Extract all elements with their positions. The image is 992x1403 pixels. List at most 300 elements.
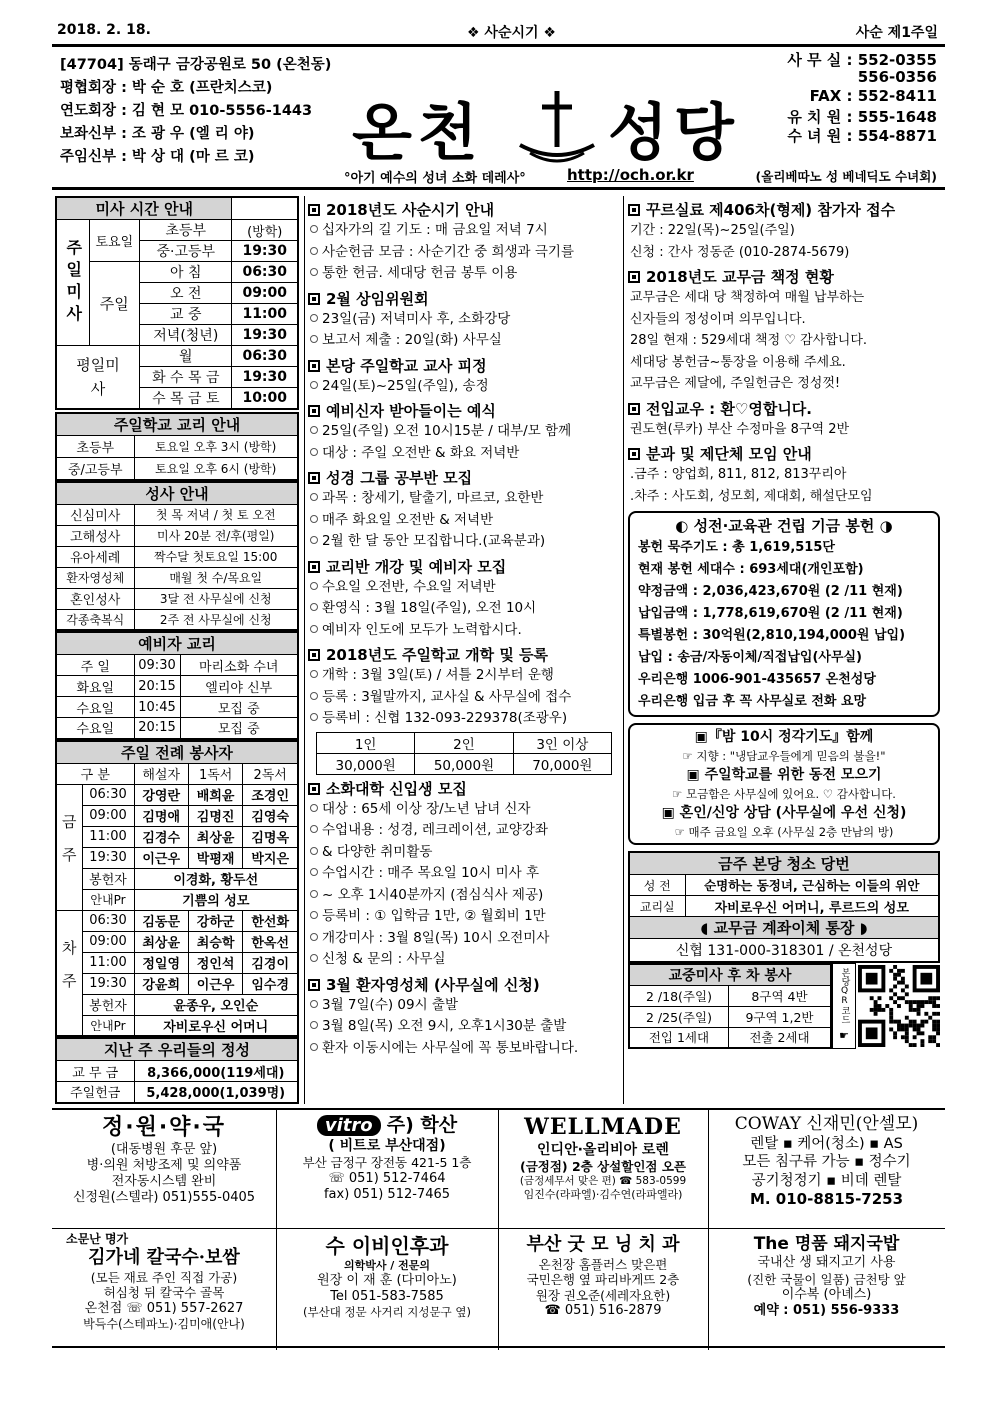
- convent-phone: 수 녀 원 : 554-8871: [787, 127, 937, 145]
- reader1: 강하군: [188, 910, 242, 931]
- row-name: 중/고등부: [56, 458, 134, 480]
- notice-item-text: 과목 : 창세기, 탈출기, 마르코, 요한반: [322, 490, 544, 506]
- fee-value: 70,000원: [513, 753, 611, 774]
- notice-item-text: 25일(주일) 오전 10시15분 / 대부/모 함께: [322, 423, 572, 439]
- ad-title-row: [276, 1114, 498, 1138]
- mass-name: 오 전: [140, 283, 232, 304]
- offering-name: 주일헌금: [56, 1082, 134, 1103]
- qr-module: [897, 1004, 901, 1008]
- qr-module: [928, 1015, 932, 1019]
- liturgy-table: [55, 740, 299, 1038]
- ad-title: 주) 학산: [386, 1114, 458, 1136]
- bullet-icon: [310, 847, 318, 855]
- sunday-school-table: [55, 412, 299, 481]
- notice-item: [308, 687, 623, 709]
- row-value: 토요일 오후 6시 (방학): [134, 458, 298, 480]
- row-value: 첫 목 저녁 / 첫 토 오전: [134, 504, 298, 525]
- qr-module: [885, 1004, 889, 1008]
- prayer-line: ☞ 매주 금요일 오후 (사무실 2층 만남의 방): [674, 825, 894, 839]
- prayer-line: ☞ 지향 : "냉담교우들에게 믿음의 불을!": [682, 749, 886, 763]
- notice-item: [308, 949, 623, 971]
- qr-module: [889, 1019, 893, 1023]
- notice-title-text: 소화대학 신입생 모집: [326, 779, 467, 798]
- notice-item-text: 신청 & 문의 : 사무실: [322, 951, 446, 967]
- qr-module: [874, 1007, 878, 1011]
- notice-item: [628, 330, 942, 352]
- notice-title: [628, 398, 942, 419]
- notice-item-text: 대상 : 주일 오전반 & 화요 저녁반: [322, 444, 520, 461]
- notice-title: [308, 974, 623, 995]
- qr-finder: [866, 972, 878, 984]
- notice-item: [308, 577, 623, 599]
- notice-title: [308, 400, 623, 421]
- notice-item-text: 권도현(루카) 부산 수정마을 8구역 2반: [630, 421, 850, 437]
- tea-title: 교중미사 후 차 봉사: [629, 964, 831, 986]
- ad-wellmade: [498, 1114, 708, 1202]
- row-value: 짝수달 첫토요일 15:00: [134, 546, 298, 567]
- qr-module: [936, 1019, 940, 1023]
- notice-item-text: 통한 헌금. 세대당 헌금 봉투 이용: [322, 265, 518, 281]
- qr-module: [905, 1015, 909, 1019]
- notice-title: [628, 266, 942, 287]
- mass-time: 19:30: [232, 241, 298, 262]
- ad-line: 예약 : 051) 556-9333: [753, 1303, 900, 1319]
- qr-module: [913, 1023, 917, 1027]
- tea-date: 2 /25(주일): [629, 1006, 728, 1027]
- qr-module: [924, 1011, 928, 1015]
- mass-name: 교 중: [140, 304, 232, 325]
- qr-module: [920, 1031, 924, 1035]
- notice-item-text: 개학 : 3월 3일(토) / 셔틀 2시부터 운행: [322, 667, 554, 683]
- building-fund-item: 현재 봉헌 세대수 : 693세대(개인포함): [638, 562, 864, 577]
- qr-module: [932, 996, 936, 1000]
- qr-finder: [866, 1027, 878, 1039]
- ad-line: ☏ 051) 512-7464: [328, 1170, 446, 1186]
- qr-module: [913, 1007, 917, 1011]
- qr-module: [897, 1027, 901, 1031]
- qr-module: [905, 1039, 909, 1043]
- ad-line: (부산대 정문 사거리 지성문구 옆): [302, 1305, 471, 1320]
- notice-item-text: 23일(금) 저녁미사 후, 소화강당: [322, 310, 511, 327]
- catechumen-title: 예비자 교리: [56, 632, 298, 655]
- notice-item: [628, 287, 942, 309]
- move-out: 전출 2세대: [728, 1027, 831, 1048]
- ad-title: WELLMADE: [524, 1114, 682, 1140]
- notice-item-text: 기간 : 22일(목)~25일(주일): [630, 223, 795, 238]
- fee-value: 50,000원: [415, 753, 513, 774]
- ad-line: (금정세무서 맞은 편) ☎ 583-0599: [519, 1174, 687, 1187]
- notice-item-text: 십자가의 길 기도 : 매 금요일 저녁 7시: [322, 222, 548, 238]
- qr-module: [920, 1023, 924, 1027]
- notice-item: [628, 486, 942, 508]
- row-value: 토요일 오후 3시 (방학): [134, 436, 298, 458]
- square-bullet-icon: [308, 561, 320, 573]
- title-right: 성당: [608, 96, 740, 169]
- bullet-icon: [310, 536, 318, 544]
- qr-module: [917, 1023, 921, 1027]
- notices: [308, 199, 623, 1059]
- square-bullet-icon: [308, 405, 320, 417]
- notice-item: [308, 443, 623, 465]
- qr-module: [893, 1000, 897, 1004]
- notice-item: [308, 242, 623, 264]
- qr-module: [928, 1000, 932, 1004]
- day: 수요일: [56, 718, 134, 739]
- reader1: 김명진: [188, 805, 242, 826]
- reader2: 박지은: [243, 847, 298, 868]
- col-header: 해설자: [134, 763, 188, 784]
- guide-name: 기쁨의 성모: [134, 889, 298, 910]
- qr-module: [932, 1011, 936, 1015]
- ad-title: COWAY 신재민(안셀모): [734, 1114, 919, 1134]
- offertory-names: 윤종우, 오인순: [134, 994, 298, 1015]
- who: 모집 중: [180, 718, 298, 739]
- notice-item: [628, 419, 942, 441]
- cleaning-place: 성 전: [629, 875, 685, 896]
- square-bullet-icon: [308, 979, 320, 991]
- ad-title: The 명품 돼지국밥: [753, 1234, 900, 1254]
- qr-module: [932, 1019, 936, 1023]
- liturgy-title: 주일 전례 봉사자: [56, 741, 298, 764]
- row-value: 3달 전 사무실에 신청: [134, 588, 298, 609]
- fee-header: 2인: [415, 732, 513, 753]
- notice-title: [308, 556, 623, 577]
- ad-line: ☎ 051) 516-2879: [544, 1303, 662, 1319]
- ad-line: 신정원(스텔라) 051)555-0405: [72, 1190, 256, 1206]
- notice-item: [308, 531, 623, 553]
- notice-item-text: 환자 이동시에는 사무실에 꼭 통보바랍니다.: [322, 1039, 579, 1056]
- qr-module: [897, 1023, 901, 1027]
- time: 06:30: [82, 784, 134, 805]
- qr-module: [874, 1000, 878, 1004]
- catechumen-table: [55, 631, 299, 740]
- notice-item-text: 등록비 : 신협 132-093-229378(조광우): [322, 710, 568, 726]
- office-phone: 사 무 실 : 552-0355: [787, 51, 937, 69]
- square-bullet-icon: [628, 204, 640, 216]
- square-bullet-icon: [308, 783, 320, 795]
- notice-title: [308, 778, 623, 799]
- reader2: 한옥선: [243, 931, 298, 952]
- mass-time: 06:30: [232, 346, 298, 367]
- time: 10:45: [134, 697, 180, 718]
- season-label: ❖ 사순시기 ❖: [467, 25, 556, 41]
- ad-line: (대동병원 후문 앞): [110, 1141, 218, 1157]
- notice-item-text: & 다양한 취미활동: [322, 843, 433, 860]
- notice-item-text: 등록 : 3월말까지, 교사실 & 사무실에 접수: [322, 688, 572, 705]
- qr-module: [901, 980, 905, 984]
- qr-module: [920, 1000, 924, 1004]
- row-value: 매월 첫 수/목요일: [134, 567, 298, 588]
- notice-item: [628, 220, 942, 242]
- notice-item: [628, 352, 942, 374]
- commentator: 김명애: [134, 805, 188, 826]
- saturday-label: 토요일: [89, 220, 140, 262]
- mass-name: 월: [140, 346, 232, 367]
- ad-vitro: [276, 1114, 498, 1203]
- qr-module: [920, 1043, 924, 1047]
- building-fund-item: 납입 : 송금/자동이체/직접납입(사무실): [638, 650, 862, 665]
- time: 09:00: [82, 805, 134, 826]
- ad-gukbap: [708, 1234, 945, 1320]
- reader2: 한선화: [243, 910, 298, 931]
- qr-module: [917, 1004, 921, 1008]
- top-line: [55, 18, 940, 44]
- qr-module: [913, 1043, 917, 1047]
- notice-item: [308, 820, 623, 842]
- col-header: 구 분: [56, 763, 134, 784]
- qr-module: [920, 1004, 924, 1008]
- notice-item-text: 사순헌금 모금 : 사순기간 중 희생과 극기를: [322, 243, 574, 260]
- pastor: 주임신부 : 박 상 대 (마 르 코): [60, 149, 255, 165]
- ad-line: 국민은행 옆 파리바게뜨 2층: [526, 1272, 680, 1288]
- time: 19:30: [82, 847, 134, 868]
- notice-item: [308, 263, 623, 285]
- bullet-icon: [310, 670, 318, 678]
- notice-title: [628, 199, 942, 220]
- middle-column: [304, 196, 624, 1104]
- time: 09:00: [82, 931, 134, 952]
- bullet-icon: [310, 933, 318, 941]
- qr-module: [893, 984, 897, 988]
- ad-line: 의학박사 / 전문의: [343, 1259, 431, 1272]
- cleaning-group: 자비로우신 어머니, 루르드의 성모: [685, 896, 939, 917]
- qr-module: [893, 1035, 897, 1039]
- qr-module: [889, 988, 893, 992]
- qr-module: [889, 1011, 893, 1015]
- bullet-icon: [310, 825, 318, 833]
- bullet-icon: [310, 1021, 318, 1029]
- notice-item-text: 3월 8일(목) 오전 9시, 오후1시30분 출발: [322, 1018, 567, 1034]
- qr-module: [897, 968, 901, 972]
- bullet-icon: [310, 713, 318, 721]
- offering-name: 교 무 금: [56, 1061, 134, 1082]
- notice-title: [308, 644, 623, 665]
- ad-title: 김가네 칼국수·보쌈: [88, 1247, 240, 1268]
- bullet-icon: [310, 890, 318, 898]
- reader2: 김영숙: [243, 805, 298, 826]
- square-bullet-icon: [308, 360, 320, 372]
- bullet-icon: [310, 426, 318, 434]
- ad-title: 부산 굿 모 닝 치 과: [526, 1234, 680, 1255]
- reader1: 최승학: [188, 931, 242, 952]
- ad-line: (진한 국물이 일품) 금천탕 앞: [747, 1271, 906, 1287]
- qr-module: [909, 1019, 913, 1023]
- day: 화요일: [56, 676, 134, 697]
- notice-title: [628, 443, 942, 464]
- assistant-priest: 보좌신부 : 조 광 우 (엘 리 야): [60, 126, 255, 142]
- time: 20:15: [134, 718, 180, 739]
- building-fund-title: ◐ 성전·교육관 건립 기금 봉헌 ◑: [675, 517, 893, 535]
- row-name: 고해성사: [56, 525, 134, 546]
- commentator: 강영란: [134, 784, 188, 805]
- building-fund-box: [628, 511, 940, 717]
- qr-module: [881, 1007, 885, 1011]
- notice-item-text: 수업내용 : 성경, 레크레이션, 교양강좌: [322, 822, 548, 838]
- qr-module: [889, 1007, 893, 1011]
- notice-item: [308, 928, 623, 950]
- qr-module: [874, 1011, 878, 1015]
- offering-table: [55, 1037, 299, 1104]
- qr-module: [870, 996, 874, 1000]
- qr-module: [920, 1039, 924, 1043]
- col-header: 2독서: [243, 763, 298, 784]
- building-fund-items: [636, 537, 932, 713]
- qr-label-text: 본당QR코드: [839, 967, 850, 1024]
- square-bullet-icon: [308, 204, 320, 216]
- account-number: 신협 131-000-318301 / 온천성당: [629, 939, 939, 962]
- who: 마리소화 수녀: [180, 655, 298, 676]
- sunday-mass-label: 주일미사: [56, 220, 89, 346]
- qr-module: [889, 996, 893, 1000]
- ad-line: M. 010-8815-7253: [749, 1189, 904, 1208]
- qr-module: [893, 965, 897, 969]
- next-week-label: 차주: [56, 910, 82, 1036]
- notice-title-text: 본당 주일학교 교사 피정: [326, 356, 487, 375]
- offertory-label: 봉헌자: [82, 868, 134, 889]
- notice-title-text: 성경 그룹 공부반 모집: [326, 469, 473, 487]
- bullet-icon: [310, 225, 318, 233]
- bullet-icon: [310, 1000, 318, 1008]
- building-fund-item: 봉헌 묵주기도 : 총 1,619,515단: [638, 540, 835, 555]
- ad-line: 온천장 홈플러스 맞은편: [538, 1256, 668, 1272]
- reader1: 박평재: [188, 847, 242, 868]
- notice-item: [308, 620, 623, 642]
- notice-item-text: 세대당 봉헌금~통장을 이용해 주세요.: [630, 354, 846, 370]
- mass-time: 06:30: [232, 262, 298, 283]
- mass-time: 09:00: [232, 283, 298, 304]
- mass-time: 11:00: [232, 304, 298, 325]
- notice-item-text: 신청 : 간사 정동준 (010-2874-5679): [630, 244, 850, 260]
- pointer-icon: ☛: [839, 1028, 849, 1042]
- notice-item-text: 예비자 인도에 모두가 노력합시다.: [322, 621, 522, 638]
- qr-module: [936, 1043, 940, 1047]
- notice-item: [308, 330, 623, 352]
- notice-item: [308, 885, 623, 907]
- reader1: 배희윤: [188, 784, 242, 805]
- cleaning-title: 금주 본당 청소 당번: [629, 852, 939, 875]
- reader2: 김경이: [243, 952, 298, 973]
- prayer-line: ▣『밤 10시 정각기도』함께: [694, 729, 874, 745]
- qr-module: [909, 1007, 913, 1011]
- time: 06:30: [82, 910, 134, 931]
- mass-name: 아 침: [140, 262, 232, 283]
- commentator: 강윤희: [134, 973, 188, 994]
- qr-module: [909, 1023, 913, 1027]
- qr-module: [913, 1027, 917, 1031]
- bullet-icon: [310, 448, 318, 456]
- ad-line: 허심청 뒤 칼국수 골목: [103, 1285, 225, 1301]
- bullet-icon: [310, 911, 318, 919]
- offertory-label: 봉헌자: [82, 994, 134, 1015]
- prayer-line: ▣ 혼인/신앙 상담 (사무실에 우선 신청): [661, 805, 907, 821]
- cleaning-group: 순명하는 동정녀, 근심하는 이들의 위안: [685, 875, 939, 896]
- bullet-icon: [310, 314, 318, 322]
- this-week-label: 금주: [56, 784, 82, 910]
- qr-module: [901, 1023, 905, 1027]
- cleaning-place: 교리실: [629, 896, 685, 917]
- tea-who: 9구역 1,2반: [728, 1006, 831, 1027]
- qr-module: [870, 1007, 874, 1011]
- notice-item-text: 교무금은 세대 당 책정하여 매월 납부하는: [630, 290, 865, 305]
- mass-name: 저녁(청년): [140, 325, 232, 346]
- commentator: 이근우: [134, 847, 188, 868]
- qr-module: [889, 968, 893, 972]
- notice-item-text: .차주 : 사도회, 성모회, 제대회, 해설단모임: [630, 488, 873, 504]
- offertory-names: 이경화, 황두선: [134, 868, 298, 889]
- qr-module: [932, 1039, 936, 1043]
- notice-item-text: 3월 7일(수) 09시 출발: [322, 996, 459, 1013]
- notice-item-text: 환영식 : 3월 18일(주일), 오전 10시: [322, 600, 537, 616]
- registration-fee-table: [316, 732, 612, 775]
- fee-value: 30,000원: [317, 753, 415, 774]
- qr-module: [909, 1000, 913, 1004]
- notice-item-text: 대상 : 65세 이상 장/노년 남녀 신자: [322, 800, 531, 817]
- ad-line: 온천점 ☏ 051) 557-2627: [84, 1300, 244, 1316]
- bullet-icon: [310, 247, 318, 255]
- fee-header: 3인 이상: [513, 732, 611, 753]
- notice-title: [308, 199, 623, 220]
- ad-title: 수 이비인후과: [325, 1234, 449, 1258]
- notice-title: [308, 288, 623, 309]
- right-column: [628, 196, 942, 1049]
- ad-line: 임진수(라파엘)·김수연(라파엘라): [523, 1187, 683, 1201]
- ad-kalguksu: [52, 1232, 276, 1332]
- qr-module: [901, 1027, 905, 1031]
- move-in: 전입 1세대: [629, 1027, 728, 1048]
- notice-item-text: .금주 : 양업회, 811, 812, 813꾸리아: [630, 467, 847, 482]
- notice-item: [308, 309, 623, 331]
- address: [47704] 동래구 금강공원로 50 (온천동): [60, 57, 332, 73]
- qr-module: [897, 1019, 901, 1023]
- building-fund-item: 우리은행 입금 후 꼭 사무실로 전화 요망: [638, 694, 867, 709]
- church-url-link[interactable]: http://och.or.kr: [567, 166, 694, 184]
- mass-name: 화 수 목 금: [140, 367, 232, 388]
- header: [52, 44, 945, 190]
- building-fund-item: 특별봉헌 : 30억원(2,810,194,000원 납입): [638, 628, 906, 643]
- ads-section: [52, 1108, 945, 1348]
- qr-module: [901, 988, 905, 992]
- notice-title-text: 2018년도 사순시기 안내: [326, 201, 495, 219]
- notice-item-text: 수업시간 : 매주 목요일 10시 미사 후: [322, 865, 540, 881]
- ad-line: (모든 재료 주인 직접 가공): [90, 1269, 238, 1285]
- notice-item-text: 보고서 제출 : 20일(화) 사무실: [322, 332, 502, 348]
- qr-module: [932, 1000, 936, 1004]
- offering-title: 지난 주 우리들의 정성: [56, 1038, 298, 1061]
- qr-module: [936, 1004, 940, 1008]
- sunday-label: 주일: [89, 262, 140, 346]
- offering-value: 8,366,000(119세대): [134, 1061, 298, 1082]
- qr-module: [936, 1011, 940, 1015]
- square-bullet-icon: [308, 293, 320, 305]
- mass-time: 19:30: [232, 325, 298, 346]
- square-bullet-icon: [628, 271, 640, 283]
- motto: °아기 예수의 성녀 소화 데레사°: [344, 171, 526, 186]
- qr-module: [924, 1000, 928, 1004]
- ad-line: 전자동시스템 완비: [111, 1174, 217, 1189]
- qr-module: [913, 1019, 917, 1023]
- kindergarten-phone: 유 치 원 : 555-1648: [787, 108, 937, 126]
- bullet-icon: [310, 868, 318, 876]
- notice-title-text: 예비신자 받아들이는 예식: [326, 402, 496, 420]
- bullet-icon: [310, 268, 318, 276]
- bullet-icon: [310, 692, 318, 700]
- qr-module: [928, 996, 932, 1000]
- notice-title-text: 2018년도 주일학교 개학 및 등록: [326, 646, 549, 664]
- qr-module: [909, 1043, 913, 1047]
- ad-coway: [708, 1114, 945, 1208]
- notice-item: [308, 906, 623, 928]
- qr-module: [928, 1035, 932, 1039]
